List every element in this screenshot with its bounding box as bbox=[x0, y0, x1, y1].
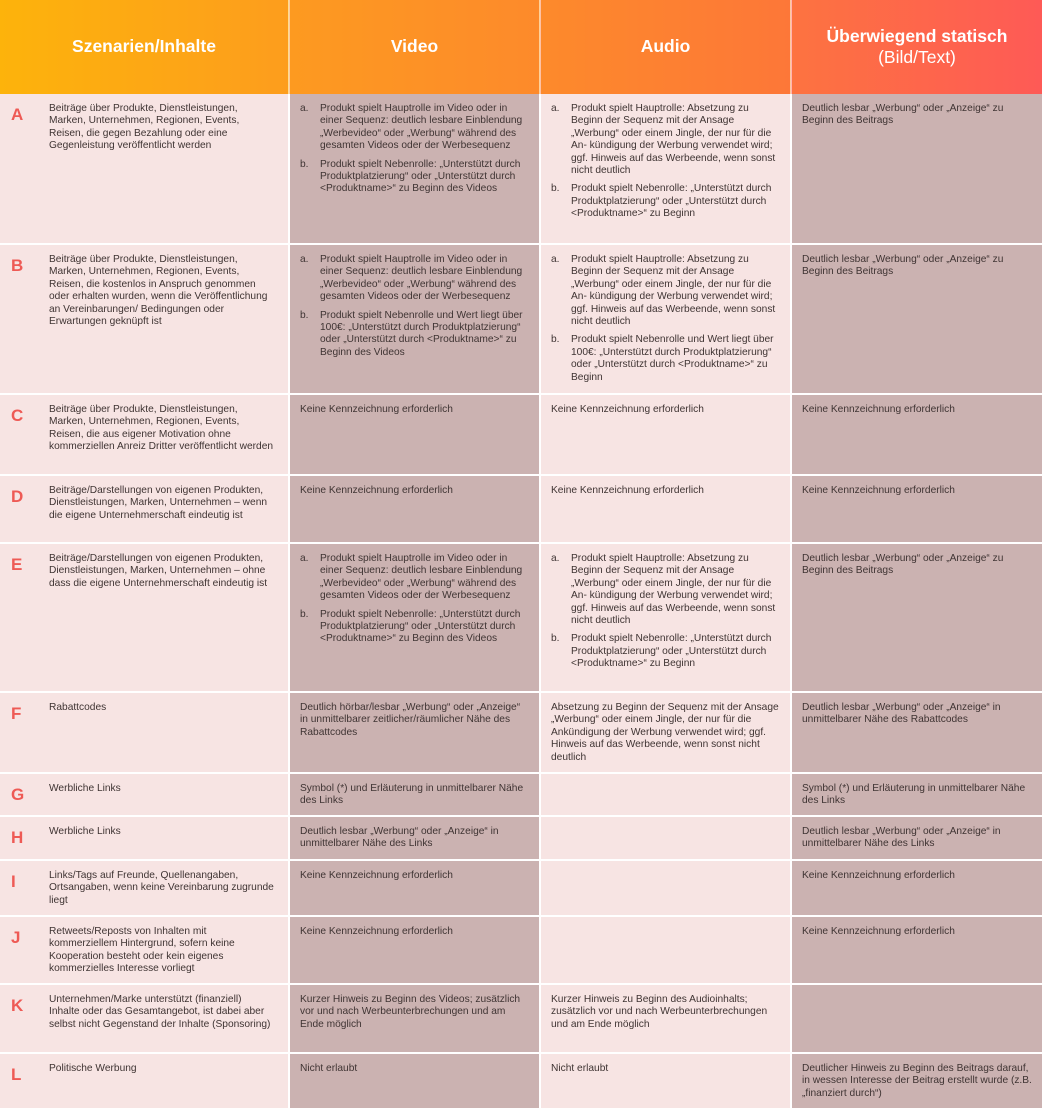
row-letter: B bbox=[11, 256, 24, 275]
static-cell: Deutlich lesbar „Werbung“ oder „Anzeige“ zu Beginn des Beitrags bbox=[791, 94, 1042, 244]
row-letter: D bbox=[11, 487, 24, 506]
scenario-text: Werbliche Links bbox=[49, 826, 121, 837]
video-option-b: Produkt spielt Nebenrolle: „Unterstützt durch Produktplatzierung“ oder „Unterstützt durch <Produktname>“ zu Beginn des Videos bbox=[320, 608, 521, 645]
scenario-text: Beiträge/Darstellungen von eigenen Produkten, Dienstleistungen, Marken, Unternehmen – wenn die eigene Unternehmerschaft eindeutig ist bbox=[49, 485, 268, 521]
scenario-cell bbox=[0, 244, 289, 394]
header-scenarios: Szenarien/Inhalte bbox=[0, 0, 289, 94]
scenario-text: Beiträge/Darstellungen von eigenen Produkten, Dienstleistungen, Marken, Unternehmen – ohne dass die eigene Unternehmerschaft eindeutig ist bbox=[49, 553, 268, 589]
row-letter: E bbox=[11, 555, 23, 574]
static-cell: Keine Kennzeichnung erforderlich bbox=[791, 394, 1042, 475]
scenario-text: Links/Tags auf Freunde, Quellenangaben, Ortsangaben, wenn keine Vereinbarung zugrunde liegt bbox=[49, 870, 274, 906]
audio-cell: Nicht erlaubt bbox=[540, 1053, 791, 1109]
video-option-a: Produkt spielt Hauptrolle im Video oder in einer Sequenz: deutlich lesbare Einblendung „Werbevideo“ oder „Werbung“ während des gesamten Videos oder der Werbesequenz bbox=[320, 553, 523, 602]
header-audio: Audio bbox=[540, 0, 791, 94]
video-cell: Nicht erlaubt bbox=[289, 1053, 540, 1109]
table-row bbox=[0, 816, 1042, 860]
video-option-a: Produkt spielt Hauptrolle im Video oder in einer Sequenz: deutlich lesbare Einblendung „Werbevideo“ oder „Werbung“ während des gesamten Videos oder der Werbesequenz bbox=[320, 254, 523, 303]
scenario-cell bbox=[0, 984, 289, 1053]
scenario-text: Werbliche Links bbox=[49, 783, 121, 794]
video-cell: a. Produkt spielt Hauptrolle im Video oder in einer Sequenz: deutlich lesbare Einblendung „Werbevideo“ oder „Werbung“ während des gesamten Videos oder der Werbesequenz b. Produkt spielt Nebenrolle: „Unterstützt durch Produktplatzierung“ oder „Unterstützt durch <Produktname>“ zu Beginn des Videos bbox=[289, 94, 540, 244]
table-row bbox=[0, 984, 1042, 1053]
scenario-text: Rabattcodes bbox=[49, 702, 107, 713]
scenario-cell bbox=[0, 1053, 289, 1109]
scenario-text: Beiträge über Produkte, Dienstleistungen, Marken, Unternehmen, Regionen, Events, Reisen, die kostenlos in Anspruch genommen oder erhalten wurden, wenn die Veröffentlichung an Vereinbarungen/ Bedingungen oder Erwartungen geknüpft ist bbox=[49, 254, 268, 328]
static-cell: Deutlicher Hinweis zu Beginn des Beitrags darauf, in wessen Interesse der Beitrag erstellt wurde (z.B. „finanziert durch“) bbox=[791, 1053, 1042, 1109]
scenario-cell bbox=[0, 543, 289, 692]
audio-cell: a. Produkt spielt Hauptrolle: Absetzung zu Beginn der Sequenz mit der Ansage „Werbung“ oder einem Jingle, der nur für die An- kündigung der Werbung verwendet wird; ggf. Hinweis auf das Werbeende, wenn sonst nicht deutlich b. Produkt spielt Nebenrolle: „Unterstützt durch Produktplatzierung“ oder „Unterstützt durch <Produktname>“ zu Beginn bbox=[540, 94, 791, 244]
audio-option-a: Produkt spielt Hauptrolle: Absetzung zu Beginn der Sequenz mit der Ansage „Werbung“ oder einem Jingle, der nur für die An- kündigung der Werbung verwendet wird; ggf. Hinweis auf das Werbeende, wenn sonst nicht deutlich bbox=[571, 553, 776, 627]
video-cell: Deutlich hörbar/lesbar „Werbung“ oder „Anzeige“ in unmittelbarer zeitlicher/räumlicher Nähe des Rabattcodes bbox=[289, 692, 540, 773]
row-letter: G bbox=[11, 785, 25, 804]
scenario-cell bbox=[0, 394, 289, 475]
audio-cell: a. Produkt spielt Hauptrolle: Absetzung zu Beginn der Sequenz mit der Ansage „Werbung“ oder einem Jingle, der nur für die An- kündigung der Werbung verwendet wird; ggf. Hinweis auf das Werbeende, wenn sonst nicht deutlich b. Produkt spielt Nebenrolle und Wert liegt über 100€: „Unterstützt durch Produktplatzierung“ oder „Unterstützt durch <Produktname>“ zu Beginn bbox=[540, 244, 791, 394]
audio-option-b: Produkt spielt Nebenrolle: „Unterstützt durch Produktplatzierung“ oder „Unterstützt durch <Produktname>“ zu Beginn bbox=[571, 183, 772, 220]
row-letter: F bbox=[11, 704, 22, 723]
audio-cell: Absetzung zu Beginn der Sequenz mit der Ansage „Werbung“ oder einem Jingle, der nur für die Ankündigung der Werbung verwendet wird; ggf. Hinweis auf das Werbeende, wenn sonst nicht deutlich bbox=[540, 692, 791, 773]
scenario-cell bbox=[0, 773, 289, 816]
static-cell: Deutlich lesbar „Werbung“ oder „Anzeige“ zu Beginn des Beitrags bbox=[791, 244, 1042, 394]
row-letter: I bbox=[11, 872, 16, 891]
video-cell: a. Produkt spielt Hauptrolle im Video oder in einer Sequenz: deutlich lesbare Einblendung „Werbevideo“ oder „Werbung“ während des gesamten Videos oder der Werbesequenz b. Produkt spielt Nebenrolle: „Unterstützt durch Produktplatzierung“ oder „Unterstützt durch <Produktname>“ zu Beginn des Videos bbox=[289, 543, 540, 692]
table-row bbox=[0, 916, 1042, 984]
video-cell: a. Produkt spielt Hauptrolle im Video oder in einer Sequenz: deutlich lesbare Einblendung „Werbevideo“ oder „Werbung“ während des gesamten Videos oder der Werbesequenz b. Produkt spielt Nebenrolle und Wert liegt über 100€: „Unterstützt durch Produktplatzierung“ oder „Unterstützt durch <Produktname>“ zu Beginn des Videos bbox=[289, 244, 540, 394]
table-row bbox=[0, 543, 1042, 692]
video-cell: Keine Kennzeichnung erforderlich bbox=[289, 475, 540, 543]
scenario-cell bbox=[0, 916, 289, 984]
audio-option-b: Produkt spielt Nebenrolle und Wert liegt über 100€: „Unterstützt durch Produktplatzierung“ oder „Unterstützt durch <Produktname>“ zu Beginn bbox=[571, 334, 774, 383]
video-cell: Symbol (*) und Erläuterung in unmittelbarer Nähe des Links bbox=[289, 773, 540, 816]
static-cell: Keine Kennzeichnung erforderlich bbox=[791, 916, 1042, 984]
scenario-text: Unternehmen/Marke unterstützt (finanziell) Inhalte oder das Gesamtangebot, ist dabei aber selbst nicht Gegenstand der Inhalte (Sponsoring) bbox=[49, 994, 271, 1030]
scenario-text: Beiträge über Produkte, Dienstleistungen, Marken, Unternehmen, Regionen, Events, Reisen, die aus eigener Motivation ohne kommerziellen Anreiz Dritter veröffentlicht werden bbox=[49, 404, 274, 453]
header-static: Überwiegend statisch (Bild/Text) bbox=[791, 0, 1042, 94]
header-video: Video bbox=[289, 0, 540, 94]
table-row bbox=[0, 394, 1042, 475]
scenario-cell bbox=[0, 475, 289, 543]
row-letter: A bbox=[11, 105, 24, 124]
scenario-cell bbox=[0, 692, 289, 773]
scenario-cell bbox=[0, 94, 289, 244]
audio-cell: Kurzer Hinweis zu Beginn des Audioinhalts; zusätzlich vor und nach Werbeunterbrechungen und am Ende möglich bbox=[540, 984, 791, 1053]
audio-cell: a. Produkt spielt Hauptrolle: Absetzung zu Beginn der Sequenz mit der Ansage „Werbung“ oder einem Jingle, der nur für die An- kündigung der Werbung verwendet wird; ggf. Hinweis auf das Werbeende, wenn sonst nicht deutlich b. Produkt spielt Nebenrolle: „Unterstützt durch Produktplatzierung“ oder „Unterstützt durch <Produktname>“ zu Beginn bbox=[540, 543, 791, 692]
scenario-text: Retweets/Reposts von Inhalten mit kommerziellem Hintergrund, sofern keine Kooperation besteht oder kein eigenes kommerzielles Interesse vorliegt bbox=[49, 926, 235, 975]
scenario-cell bbox=[0, 816, 289, 860]
row-letter: H bbox=[11, 828, 24, 847]
audio-option-b: Produkt spielt Nebenrolle: „Unterstützt durch Produktplatzierung“ oder „Unterstützt durch <Produktname>“ zu Beginn bbox=[571, 633, 772, 670]
video-cell: Deutlich lesbar „Werbung“ oder „Anzeige“ in unmittelbarer Nähe des Links bbox=[289, 816, 540, 860]
audio-cell: Keine Kennzeichnung erforderlich bbox=[540, 394, 791, 475]
static-cell bbox=[791, 984, 1042, 1053]
audio-cell bbox=[540, 860, 791, 916]
row-letter: C bbox=[11, 406, 24, 425]
table-row bbox=[0, 860, 1042, 916]
row-letter: J bbox=[11, 928, 21, 947]
table-row bbox=[0, 1053, 1042, 1109]
static-cell: Keine Kennzeichnung erforderlich bbox=[791, 860, 1042, 916]
static-cell: Deutlich lesbar „Werbung“ oder „Anzeige“ zu Beginn des Beitrags bbox=[791, 543, 1042, 692]
video-cell: Keine Kennzeichnung erforderlich bbox=[289, 394, 540, 475]
table-row bbox=[0, 773, 1042, 816]
table-row bbox=[0, 475, 1042, 543]
audio-cell bbox=[540, 816, 791, 860]
audio-cell: Keine Kennzeichnung erforderlich bbox=[540, 475, 791, 543]
table-row bbox=[0, 692, 1042, 773]
video-option-b: Produkt spielt Nebenrolle und Wert liegt über 100€: „Unterstützt durch Produktplatzierung“ oder „Unterstützt durch <Produktname>“ zu Beginn des Videos bbox=[320, 309, 523, 358]
table-row bbox=[0, 244, 1042, 394]
static-cell: Deutlich lesbar „Werbung“ oder „Anzeige“ in unmittelbarer Nähe des Links bbox=[791, 816, 1042, 860]
static-cell: Keine Kennzeichnung erforderlich bbox=[791, 475, 1042, 543]
audio-cell bbox=[540, 773, 791, 816]
static-cell: Deutlich lesbar „Werbung“ oder „Anzeige“ in unmittelbarer Nähe des Rabattcodes bbox=[791, 692, 1042, 773]
audio-option-a: Produkt spielt Hauptrolle: Absetzung zu Beginn der Sequenz mit der Ansage „Werbung“ oder einem Jingle, der nur für die An- kündigung der Werbung verwendet wird; ggf. Hinweis auf das Werbeende, wenn sonst nicht deutlich bbox=[571, 103, 776, 177]
static-cell: Symbol (*) und Erläuterung in unmittelbarer Nähe des Links bbox=[791, 773, 1042, 816]
scenario-cell bbox=[0, 860, 289, 916]
video-cell: Keine Kennzeichnung erforderlich bbox=[289, 916, 540, 984]
row-letter: K bbox=[11, 996, 24, 1015]
scenario-text: Politische Werbung bbox=[49, 1063, 137, 1074]
table-row bbox=[0, 94, 1042, 244]
video-cell: Keine Kennzeichnung erforderlich bbox=[289, 860, 540, 916]
audio-option-a: Produkt spielt Hauptrolle: Absetzung zu Beginn der Sequenz mit der Ansage „Werbung“ oder einem Jingle, der nur für die An- kündigung der Werbung verwendet wird; ggf. Hinweis auf das Werbeende, wenn sonst nicht deutlich bbox=[571, 254, 776, 328]
row-letter: L bbox=[11, 1065, 22, 1084]
video-option-b: Produkt spielt Nebenrolle: „Unterstützt durch Produktplatzierung“ oder „Unterstützt durch <Produktname>“ zu Beginn des Videos bbox=[320, 158, 521, 195]
header-row bbox=[0, 0, 1042, 94]
audio-cell bbox=[540, 916, 791, 984]
video-option-a: Produkt spielt Hauptrolle im Video oder in einer Sequenz: deutlich lesbare Einblendung „Werbevideo“ oder „Werbung“ während des gesamten Videos oder der Werbesequenz bbox=[320, 103, 523, 152]
video-cell: Kurzer Hinweis zu Beginn des Videos; zusätzlich vor und nach Werbeunterbrechungen und am Ende möglich bbox=[289, 984, 540, 1053]
scenario-text: Beiträge über Produkte, Dienstleistungen, Marken, Unternehmen, Regionen, Events, Reisen, die gegen Bezahlung oder eine Gegenleistung veröffentlicht werden bbox=[49, 103, 240, 152]
